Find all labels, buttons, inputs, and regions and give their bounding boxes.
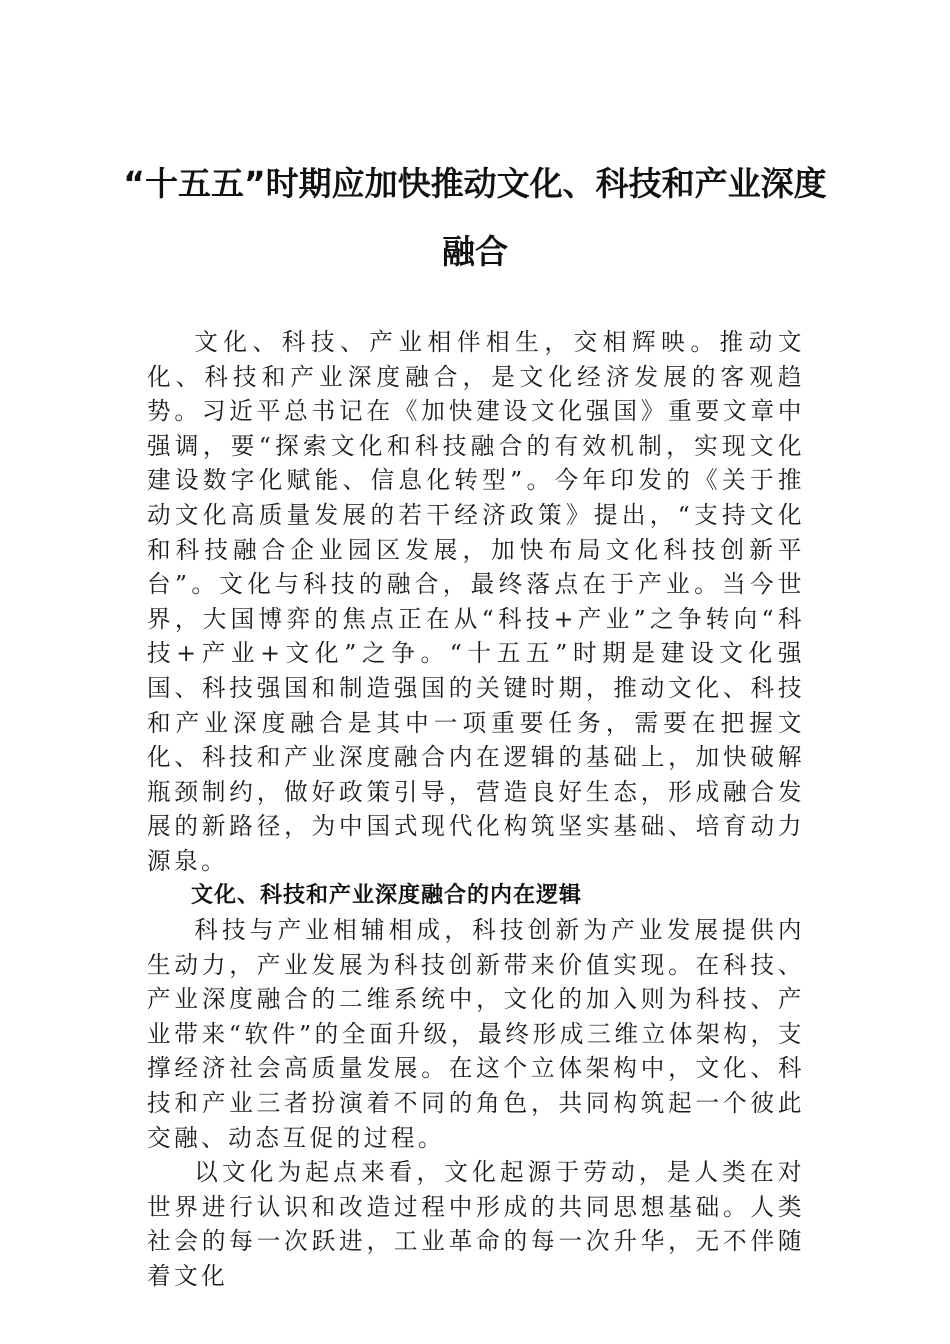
document-title: “十五五”时期应加快推动文化、科技和产业深度融合 xyxy=(123,164,827,271)
section-paragraph-2: 以文化为起点来看，文化起源于劳动，是人类在对世界进行认识和改造过程中形成的共同思想基础。人类社会的每一次跃进，工业革命的每一次升华，无不伴随着文化 xyxy=(147,1158,805,1291)
document-body xyxy=(147,325,805,1294)
intro-paragraph: 文化、科技、产业相伴相生，交相辉映。推动文化、科技和产业深度融合，是文化经济发展的客观趋势。习近平总书记在《加快建设文化强国》重要文章中强调，要“探索文化和科技融合的有效机制，实现文化建设数字化赋能、信息化转型”。今年印发的《关于推动文化高质量发展的若干经济政策》提出，“支持文化和科技融合企业园区发展，加快布局文化科技创新平台”。文化与科技的融合，最终落点在于产业。当今世界，大国博弈的焦点正在从“科技+产业”之争转向“科技+产业+文化”之争。“十五五”时期是建设文化强国、科技强国和制造强国的关键时期，推动文化、科技和产业深度融合是其中一项重要任务，需要在把握文化、科技和产业深度融合内在逻辑的基础上，加快破解瓶颈制约，做好政策引导，营造良好生态，形成融合发展的新路径，为中国式现代化构筑坚实基础、培育动力源泉。 xyxy=(147,328,805,875)
section-paragraph-1: 科技与产业相辅相成，科技创新为产业发展提供内生动力，产业发展为科技创新带来价值实现。在科技、产业深度融合的二维系统中，文化的加入则为科技、产业带来“软件”的全面升级，最终形成三维立体架构，支撑经济社会高质量发展。在这个立体架构中，文化、科技和产业三者扮演着不同的角色，共同构筑起一个彼此交融、动态互促的过程。 xyxy=(147,916,805,1152)
section-heading: 文化、科技和产业深度融合的内在逻辑 xyxy=(191,882,583,908)
